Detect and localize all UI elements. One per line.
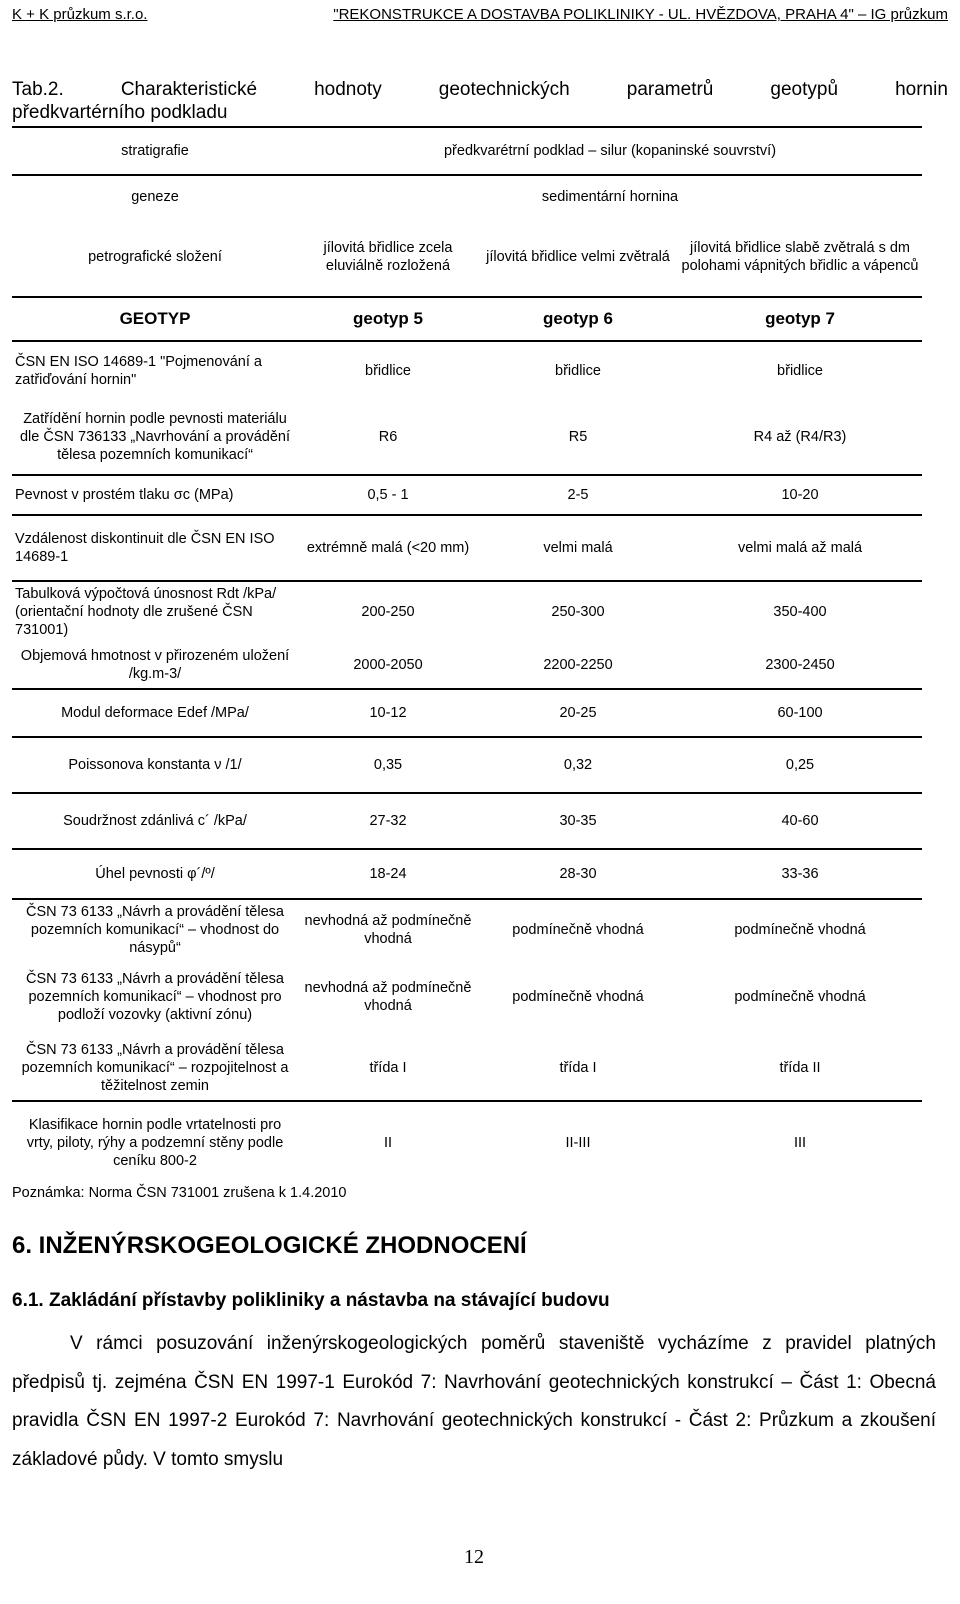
cell: III (678, 1101, 922, 1183)
cell: jílovitá břidlice slabě zvětralá s dm polohami vápnitých břidlic a vápenců (681, 239, 919, 274)
cell: 350-400 (678, 581, 922, 641)
caption-word: geotechnických (438, 79, 570, 100)
table-row (12, 959, 922, 1035)
cell: 2000-2050 (353, 656, 423, 673)
header-project: "REKONSTRUKCE A DOSTAVBA POLIKLINIKY - UL. HVĚZDOVA, PRAHA 4" – IG průzkum (333, 6, 948, 23)
cell: 0,35 (298, 737, 478, 793)
cell: břidlice (678, 341, 922, 399)
cell: 2300-2450 (765, 656, 835, 673)
table-row (12, 399, 922, 475)
cell: R4 až (R4/R3) (753, 428, 847, 445)
row-label: stratigrafie (12, 127, 298, 175)
table-row (12, 793, 922, 849)
cell: 200-250 (298, 581, 478, 641)
cell: II (298, 1101, 478, 1183)
cell: 0,5 - 1 (298, 475, 478, 515)
cell: břidlice (478, 341, 678, 399)
page-number: 12 (464, 1546, 484, 1568)
caption-word: geotypů (770, 79, 839, 100)
row-label: Pevnost v prostém tlaku σc (MPa) (12, 475, 298, 515)
table-row (12, 689, 922, 737)
cell: sedimentární hornina (298, 175, 922, 217)
cell: 2200-2250 (543, 656, 613, 673)
cell: nevhodná až podmínečně vhodná (304, 980, 472, 1014)
cell: 10-20 (678, 475, 922, 515)
caption-word: Charakteristické (120, 79, 258, 100)
table-row (12, 175, 922, 217)
geotech-table (12, 126, 922, 1183)
cell: 60-100 (678, 689, 922, 737)
cell: velmi malá (478, 515, 678, 581)
cell: II-III (478, 1101, 678, 1183)
table-row (12, 899, 922, 959)
table-row (12, 217, 922, 297)
body-paragraph: V rámci posuzování inženýrskogeologických poměrů staveniště vycházíme z pravidel platných předpisů tj. zejména ČSN EN 1997-1 Eurokód 7: Navrhování geotechnických konstrukcí – Část 1: Obecná pravidla ČSN EN 1997-2 Eurokód 7: Navrhování geotechnických konstrukcí - Část 2: Průzkum a zkoušení základové půdy. V tomto smyslu (12, 1333, 936, 1470)
caption-word: hodnoty (314, 79, 382, 100)
caption-word: parametrů (626, 79, 714, 100)
table-caption (12, 78, 948, 124)
cell: 2-5 (478, 475, 678, 515)
table-note: Poznámka: Norma ČSN 731001 zrušena k 1.4.2010 (12, 1185, 347, 1201)
table-row (12, 297, 922, 341)
row-label: Zatřídění hornin podle pevnosti materiálu dle ČSN 736133 „Navrhování a provádění tělesa pozemních komunikací“ (19, 410, 291, 463)
cell: jílovitá břidlice velmi zvětralá (486, 248, 670, 265)
row-label: Klasifikace hornin podle vrtatelnosti pro vrty, piloty, rýhy a podzemní stěny podle ceníku 800-2 (12, 1101, 298, 1183)
table-row (12, 475, 922, 515)
row-label: Úhel pevnosti φ´/º/ (12, 849, 298, 899)
subsection-heading: 6.1. Zakládání přístavby polikliniky a nástavba na stávající budovu (12, 1290, 610, 1311)
cell: 20-25 (478, 689, 678, 737)
cell: třída II (779, 1059, 821, 1076)
table-row (12, 849, 922, 899)
row-label: petrografické složení (88, 248, 222, 265)
table-row (12, 1101, 922, 1183)
table-row (12, 515, 922, 581)
cell: geotyp 7 (678, 297, 922, 341)
row-label: Tabulková výpočtová únosnost Rdt /kPa/ (orientační hodnoty dle zrušené ČSN 731001) (12, 581, 298, 641)
cell: podmínečně vhodná (678, 899, 922, 959)
cell: jílovitá břidlice zcela eluviálně rozložená (323, 239, 453, 274)
row-label: Objemová hmotnost v přirozeném uložení /kg.m-3/ (20, 647, 290, 682)
caption-word: hornin (895, 79, 948, 100)
row-label: ČSN 73 6133 „Návrh a provádění tělesa pozemních komunikací“ – rozpojitelnost a těžitelnost zemin (21, 1041, 289, 1094)
row-label: GEOTYP (12, 297, 298, 341)
header-company: K + K průzkum s.r.o. (12, 6, 148, 23)
cell: extrémně malá (<20 mm) (298, 515, 478, 581)
section-heading: 6. INŽENÝRSKOGEOLOGICKÉ ZHODNOCENÍ (12, 1232, 527, 1259)
cell: podmínečně vhodná (734, 989, 866, 1005)
table-row (12, 737, 922, 793)
cell: 40-60 (678, 793, 922, 849)
cell: 18-24 (298, 849, 478, 899)
table-row (12, 341, 922, 399)
cell: R5 (568, 428, 588, 445)
row-label: ČSN EN ISO 14689-1 "Pojmenování a zatřiďování hornin" (12, 341, 298, 399)
row-label: geneze (12, 175, 298, 217)
row-label: Soudržnost zdánlivá c´ /kPa/ (12, 793, 298, 849)
cell: podmínečně vhodná (512, 989, 644, 1005)
page-header (12, 6, 948, 23)
caption-word: Tab.2. (12, 79, 64, 100)
row-label: Modul deformace Edef /MPa/ (12, 689, 298, 737)
cell: velmi malá až malá (678, 515, 922, 581)
row-label: ČSN 73 6133 „Návrh a provádění tělesa pozemních komunikací“ – vhodnost pro podloží vozovky (aktivní zónu) (26, 971, 284, 1023)
cell: 0,32 (478, 737, 678, 793)
cell: třída I (559, 1059, 597, 1076)
table-row (12, 127, 922, 175)
table-row (12, 581, 922, 641)
table-row (12, 1035, 922, 1101)
cell: R6 (378, 428, 398, 445)
table-row (12, 641, 922, 689)
cell: 30-35 (478, 793, 678, 849)
cell: geotyp 5 (298, 297, 478, 341)
cell: geotyp 6 (478, 297, 678, 341)
cell: třída I (369, 1059, 407, 1076)
cell: 250-300 (478, 581, 678, 641)
cell: 0,25 (678, 737, 922, 793)
cell: předkvarétrní podklad – silur (kopaninské souvrství) (298, 127, 922, 175)
cell: podmínečně vhodná (478, 899, 678, 959)
cell: břidlice (298, 341, 478, 399)
cell: 28-30 (478, 849, 678, 899)
cell: nevhodná až podmínečně vhodná (298, 899, 478, 959)
cell: 27-32 (298, 793, 478, 849)
row-label: ČSN 73 6133 „Návrh a provádění tělesa pozemních komunikací“ – vhodnost do násypů“ (12, 899, 298, 959)
cell: 33-36 (678, 849, 922, 899)
row-label: Poissonova konstanta ν /1/ (12, 737, 298, 793)
caption-line2: předkvartérního podkladu (12, 102, 228, 123)
cell: 10-12 (298, 689, 478, 737)
row-label: Vzdálenost diskontinuit dle ČSN EN ISO 14689-1 (12, 515, 298, 581)
